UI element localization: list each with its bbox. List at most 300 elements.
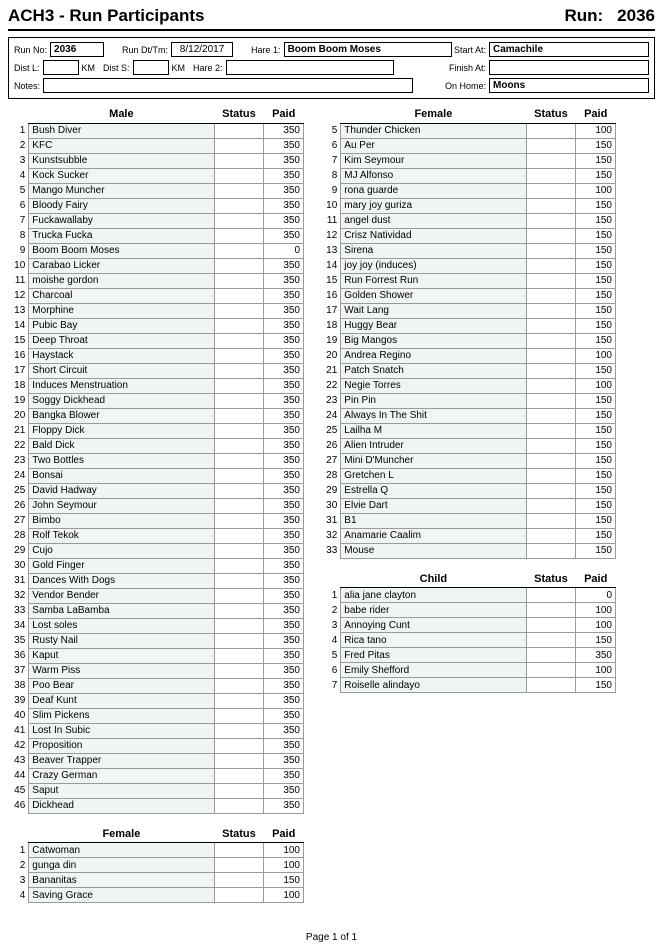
participant-status [214, 678, 264, 693]
participant-paid: 350 [264, 183, 304, 198]
participant-status [526, 528, 576, 543]
table-row [320, 123, 616, 138]
participant-name: Haystack [29, 348, 214, 363]
table-row [320, 633, 616, 648]
row-number: 10 [8, 258, 29, 273]
participant-name: moishe gordon [29, 273, 214, 288]
participant-paid: 350 [264, 438, 304, 453]
start-at-field[interactable]: Camachile [489, 42, 649, 57]
row-number: 22 [8, 438, 29, 453]
participant-paid: 100 [576, 378, 616, 393]
participant-status [214, 588, 264, 603]
row-number: 19 [320, 333, 341, 348]
participant-paid: 150 [576, 363, 616, 378]
participant-name: Huggy Bear [341, 318, 526, 333]
participant-name: gunga din [29, 858, 214, 873]
participant-paid: 150 [576, 168, 616, 183]
row-number: 12 [320, 228, 341, 243]
row-number: 37 [8, 663, 29, 678]
participant-paid: 350 [264, 213, 304, 228]
participant-paid: 350 [264, 363, 304, 378]
table-row [8, 543, 304, 558]
finish-at-field[interactable] [489, 60, 649, 75]
run-no-label: Run No: [14, 44, 48, 55]
table-row [8, 468, 304, 483]
row-number: 30 [8, 558, 29, 573]
row-number: 21 [8, 423, 29, 438]
participant-name: Anamarie Caalim [341, 528, 526, 543]
participant-name: Mango Muncher [29, 183, 214, 198]
female-left-section-title: Female [29, 828, 214, 843]
run-info-row-3 [14, 78, 649, 93]
table-row [320, 543, 616, 558]
participant-name: David Hadway [29, 483, 214, 498]
participant-name: Fuckawallaby [29, 213, 214, 228]
hare1-label: Hare 1: [251, 44, 281, 55]
table-row [8, 153, 304, 168]
participant-paid: 150 [264, 873, 304, 888]
row-number: 4 [8, 888, 29, 903]
row-number: 33 [320, 543, 341, 558]
table-row [320, 153, 616, 168]
participant-paid: 150 [576, 453, 616, 468]
table-row [8, 138, 304, 153]
participant-status [526, 603, 576, 618]
table-row [8, 678, 304, 693]
row-number: 7 [320, 153, 341, 168]
participant-paid: 350 [264, 603, 304, 618]
table-row [8, 708, 304, 723]
participant-status [214, 573, 264, 588]
participant-name: Morphine [29, 303, 214, 318]
participant-status [214, 183, 264, 198]
table-row [8, 348, 304, 363]
participant-paid: 350 [264, 573, 304, 588]
table-row [8, 228, 304, 243]
participant-status [526, 393, 576, 408]
participant-status [526, 498, 576, 513]
row-number: 8 [8, 228, 29, 243]
participant-paid: 0 [576, 588, 616, 603]
table-row [8, 243, 304, 258]
table-row [320, 378, 616, 393]
notes-label: Notes: [14, 80, 41, 91]
table-row [8, 723, 304, 738]
participant-name: rona guarde [341, 183, 526, 198]
participant-status [526, 468, 576, 483]
table-row [8, 513, 304, 528]
row-number: 3 [320, 618, 341, 633]
child-status-header: Status [526, 573, 576, 588]
female-left-table [8, 828, 304, 904]
participant-paid: 350 [264, 633, 304, 648]
participant-paid: 350 [264, 228, 304, 243]
table-row [8, 213, 304, 228]
table-row [8, 378, 304, 393]
child-section-title: Child [341, 573, 526, 588]
row-number: 29 [320, 483, 341, 498]
table-row [320, 168, 616, 183]
participant-paid: 100 [576, 183, 616, 198]
participant-paid: 150 [576, 678, 616, 693]
table-row [320, 363, 616, 378]
row-number: 3 [8, 873, 29, 888]
hare1-field[interactable]: Boom Boom Moses [284, 42, 452, 57]
run-date-field[interactable]: 8/12/2017 [171, 42, 233, 57]
row-number: 13 [320, 243, 341, 258]
table-row [320, 318, 616, 333]
row-number: 20 [320, 348, 341, 363]
participant-paid: 100 [576, 618, 616, 633]
participant-status [214, 693, 264, 708]
row-number: 17 [8, 363, 29, 378]
participant-paid: 350 [264, 543, 304, 558]
participant-status [214, 258, 264, 273]
participant-name: mary joy guriza [341, 198, 526, 213]
participant-status [526, 438, 576, 453]
row-number: 31 [320, 513, 341, 528]
participant-status [214, 333, 264, 348]
participant-columns [8, 108, 655, 903]
table-row [8, 318, 304, 333]
row-number: 23 [8, 453, 29, 468]
row-number: 20 [8, 408, 29, 423]
participant-name: Big Mangos [341, 333, 526, 348]
row-number: 15 [8, 333, 29, 348]
participant-name: Charcoal [29, 288, 214, 303]
participant-status [214, 633, 264, 648]
row-number: 18 [8, 378, 29, 393]
participant-name: Cujo [29, 543, 214, 558]
participant-name: Dances With Dogs [29, 573, 214, 588]
participant-status [214, 393, 264, 408]
table-row [8, 783, 304, 798]
row-number: 7 [320, 678, 341, 693]
participant-status [526, 678, 576, 693]
row-number: 22 [320, 378, 341, 393]
run-info-box [8, 37, 655, 99]
participant-name: alia jane clayton [341, 588, 526, 603]
row-number: 15 [320, 273, 341, 288]
female-right-status-header: Status [526, 108, 576, 123]
participant-status [526, 348, 576, 363]
participant-name: Bonsai [29, 468, 214, 483]
participant-name: Elvie Dart [341, 498, 526, 513]
dist-l-field[interactable] [43, 60, 79, 75]
participant-name: Deaf Kunt [29, 693, 214, 708]
row-number: 36 [8, 648, 29, 663]
row-number: 12 [8, 288, 29, 303]
female-right-paid-header: Paid [576, 108, 616, 123]
table-row [8, 663, 304, 678]
table-row [320, 228, 616, 243]
participant-status [526, 453, 576, 468]
on-home-label: On Home: [444, 80, 486, 91]
participant-status [526, 273, 576, 288]
table-row [320, 258, 616, 273]
row-number: 1 [8, 843, 29, 858]
participant-status [214, 843, 264, 858]
row-number: 11 [320, 213, 341, 228]
participant-name: joy joy (induces) [341, 258, 526, 273]
table-row [8, 603, 304, 618]
participant-paid: 350 [264, 663, 304, 678]
row-number: 1 [320, 588, 341, 603]
participant-status [214, 603, 264, 618]
table-row [8, 888, 304, 903]
participant-name: Lost In Subic [29, 723, 214, 738]
participant-name: Alien Intruder [341, 438, 526, 453]
participant-name: Floppy Dick [29, 423, 214, 438]
row-number: 2 [8, 138, 29, 153]
row-number: 35 [8, 633, 29, 648]
participant-status [214, 753, 264, 768]
dist-s-km-label: KM [171, 62, 186, 73]
run-label: Run: [564, 6, 604, 25]
table-row [320, 438, 616, 453]
participant-status [526, 303, 576, 318]
female-left-paid-header: Paid [264, 828, 304, 843]
participant-name: Kim Seymour [341, 153, 526, 168]
child-table-body [320, 588, 616, 693]
participant-paid: 150 [576, 213, 616, 228]
participant-status [214, 768, 264, 783]
participant-status [214, 858, 264, 873]
table-row [320, 603, 616, 618]
run-date-label: Run Dt/Tm: [122, 44, 169, 55]
table-row [8, 558, 304, 573]
participant-status [214, 138, 264, 153]
participant-name: Poo Bear [29, 678, 214, 693]
participant-paid: 100 [576, 348, 616, 363]
participant-paid: 150 [576, 438, 616, 453]
participant-name: Catwoman [29, 843, 214, 858]
participant-name: Truckа Fucka [29, 228, 214, 243]
hare2-field[interactable] [226, 60, 394, 75]
participant-status [214, 453, 264, 468]
female-right-table-body [320, 123, 616, 558]
run-summary [564, 6, 655, 26]
page-footer: Page 1 of 1 [305, 932, 358, 943]
participant-status [214, 723, 264, 738]
table-row [320, 333, 616, 348]
table-row [320, 588, 616, 603]
participant-paid: 150 [576, 228, 616, 243]
table-row [320, 183, 616, 198]
participant-status [214, 408, 264, 423]
row-number: 7 [8, 213, 29, 228]
row-number: 4 [320, 633, 341, 648]
child-num-header [320, 573, 341, 588]
table-row [8, 573, 304, 588]
participant-status [526, 198, 576, 213]
participant-paid: 350 [264, 618, 304, 633]
row-number: 11 [8, 273, 29, 288]
row-number: 16 [8, 348, 29, 363]
participant-name: Bloody Fairy [29, 198, 214, 213]
table-row [320, 348, 616, 363]
notes-field[interactable] [43, 78, 413, 93]
table-row [320, 393, 616, 408]
row-number: 28 [320, 468, 341, 483]
child-paid-header: Paid [576, 573, 616, 588]
participant-paid: 150 [576, 513, 616, 528]
participant-status [526, 333, 576, 348]
participant-name: Rica tano [341, 633, 526, 648]
hare2-label: Hare 2: [193, 62, 223, 73]
row-number: 21 [320, 363, 341, 378]
dist-s-field[interactable] [133, 60, 169, 75]
table-row [8, 123, 304, 138]
dist-s-label: Dist S: [103, 62, 130, 73]
table-row [8, 168, 304, 183]
table-row [320, 648, 616, 663]
participant-paid: 350 [264, 318, 304, 333]
participant-paid: 350 [264, 138, 304, 153]
participant-name: Negie Torres [341, 378, 526, 393]
row-number: 9 [8, 243, 29, 258]
participant-paid: 350 [264, 468, 304, 483]
participant-paid: 350 [264, 333, 304, 348]
participant-status [526, 288, 576, 303]
participant-name: Run Forrest Run [341, 273, 526, 288]
participant-name: Beaver Trapper [29, 753, 214, 768]
run-no-field[interactable]: 2036 [50, 42, 104, 57]
participant-paid: 150 [576, 423, 616, 438]
participant-status [526, 483, 576, 498]
participant-name: Induces Menstruation [29, 378, 214, 393]
row-number: 5 [8, 183, 29, 198]
table-row [320, 138, 616, 153]
participant-name: Mini D'Muncher [341, 453, 526, 468]
row-number: 9 [320, 183, 341, 198]
on-home-field[interactable]: Moons [489, 78, 649, 93]
row-number: 14 [320, 258, 341, 273]
participant-status [214, 738, 264, 753]
participant-status [526, 378, 576, 393]
participant-paid: 350 [264, 798, 304, 813]
participant-name: Crisz Natividad [341, 228, 526, 243]
participant-status [526, 618, 576, 633]
participant-paid: 350 [264, 528, 304, 543]
participant-status [526, 138, 576, 153]
participant-status [214, 663, 264, 678]
participant-name: Pubic Bay [29, 318, 214, 333]
table-row [8, 588, 304, 603]
participant-paid: 150 [576, 153, 616, 168]
table-row [320, 663, 616, 678]
row-number: 32 [8, 588, 29, 603]
participant-paid: 350 [264, 738, 304, 753]
participant-paid: 100 [264, 843, 304, 858]
participant-paid: 350 [264, 588, 304, 603]
participant-paid: 150 [576, 273, 616, 288]
row-number: 2 [320, 603, 341, 618]
table-row [320, 618, 616, 633]
table-row [320, 213, 616, 228]
participant-status [526, 213, 576, 228]
row-number: 32 [320, 528, 341, 543]
participant-status [526, 648, 576, 663]
table-row [8, 768, 304, 783]
row-number: 40 [8, 708, 29, 723]
participant-status [526, 318, 576, 333]
participant-name: Kunstsubble [29, 153, 214, 168]
participant-status [526, 168, 576, 183]
participant-name: Andrea Regino [341, 348, 526, 363]
participant-status [214, 558, 264, 573]
participant-status [526, 123, 576, 138]
row-number: 6 [8, 198, 29, 213]
participant-name: Samba LaBamba [29, 603, 214, 618]
row-number: 33 [8, 603, 29, 618]
participant-paid: 100 [264, 888, 304, 903]
participant-status [214, 288, 264, 303]
row-number: 1 [8, 123, 29, 138]
table-row [320, 678, 616, 693]
table-row [8, 423, 304, 438]
dist-l-label: Dist L: [14, 62, 40, 73]
participant-paid: 350 [264, 708, 304, 723]
participant-paid: 350 [264, 303, 304, 318]
participant-name: Dickhead [29, 798, 214, 813]
participant-status [214, 783, 264, 798]
participant-paid: 150 [576, 483, 616, 498]
participant-name: Wait Lang [341, 303, 526, 318]
participant-name: Kock Sucker [29, 168, 214, 183]
female-left-table-body [8, 843, 304, 903]
table-row [8, 183, 304, 198]
participant-paid: 350 [264, 168, 304, 183]
row-number: 14 [8, 318, 29, 333]
participant-paid: 350 [264, 408, 304, 423]
participant-name: Bush Diver [29, 123, 214, 138]
row-number: 17 [320, 303, 341, 318]
row-number: 27 [8, 513, 29, 528]
participant-paid: 350 [264, 453, 304, 468]
female-right-table [320, 108, 616, 559]
participant-paid: 350 [264, 723, 304, 738]
participant-name: Soggy Dickhead [29, 393, 214, 408]
participant-name: KFC [29, 138, 214, 153]
participant-paid: 150 [576, 633, 616, 648]
participant-status [214, 243, 264, 258]
participant-status [214, 498, 264, 513]
row-number: 8 [320, 168, 341, 183]
participant-name: Fred Pitas [341, 648, 526, 663]
male-section-title: Male [29, 108, 214, 123]
child-table [320, 573, 616, 694]
row-number: 39 [8, 693, 29, 708]
row-number: 16 [320, 288, 341, 303]
participant-status [526, 423, 576, 438]
participant-name: Lailha M [341, 423, 526, 438]
participant-paid: 350 [264, 693, 304, 708]
report-header [8, 6, 655, 31]
table-row [8, 408, 304, 423]
table-row [320, 408, 616, 423]
start-at-label: Start At: [453, 44, 486, 55]
row-number: 31 [8, 573, 29, 588]
participant-paid: 100 [576, 603, 616, 618]
participant-paid: 150 [576, 138, 616, 153]
participant-name: Boom Boom Moses [29, 243, 214, 258]
male-table-header [8, 108, 304, 123]
participant-name: Patch Snatch [341, 363, 526, 378]
table-row [320, 528, 616, 543]
table-row [8, 738, 304, 753]
participant-paid: 150 [576, 408, 616, 423]
